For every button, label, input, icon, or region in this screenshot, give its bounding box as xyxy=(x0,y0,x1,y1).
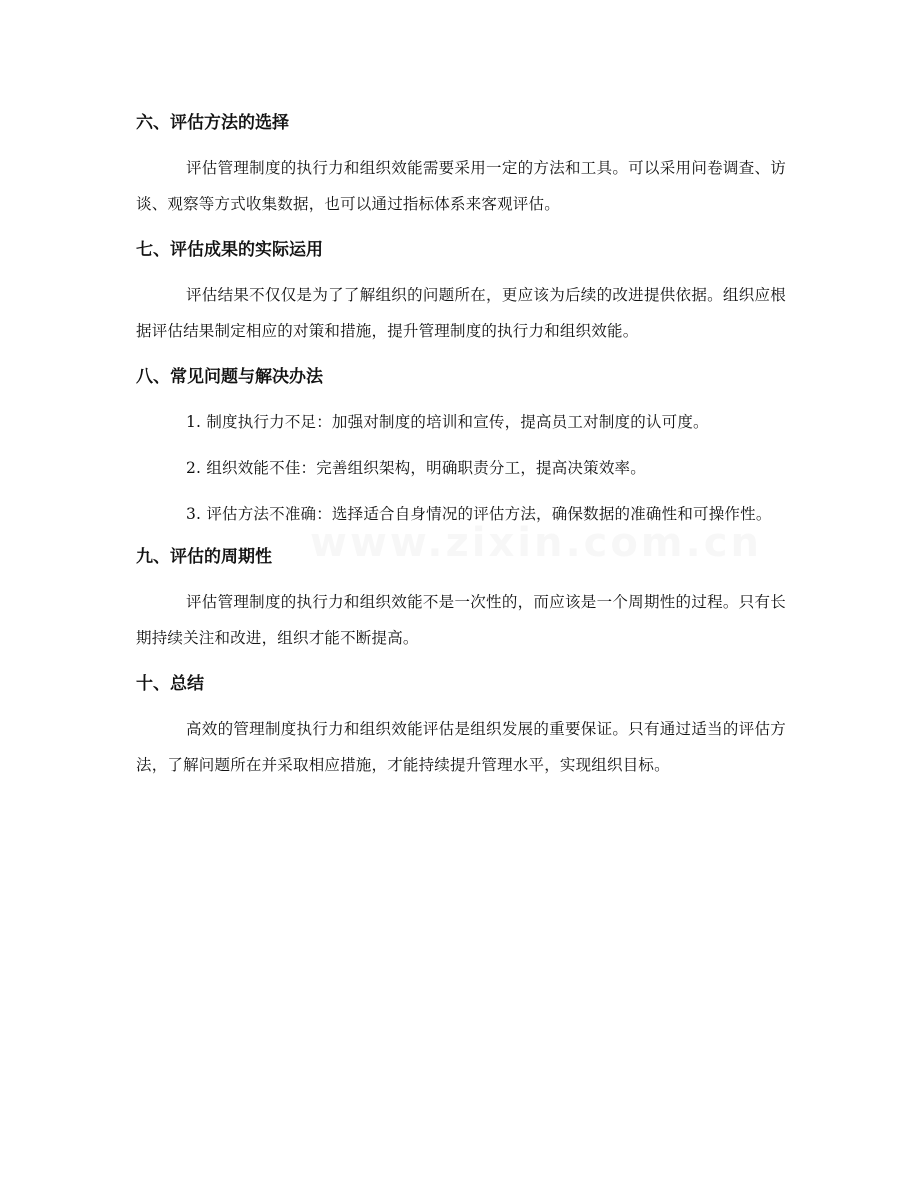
section-summary xyxy=(136,669,786,783)
list-item: 3. 评估方法不准确：选择适合自身情况的评估方法，确保数据的准确性和可操作性。 xyxy=(186,505,772,523)
watermark: www.zixin.com.cn xyxy=(310,520,762,566)
section-evaluation-methods xyxy=(136,108,786,222)
section-periodicity xyxy=(136,542,786,656)
section-heading: 十、总结 xyxy=(136,674,204,694)
document-body xyxy=(136,108,786,796)
paragraph: 评估管理制度的执行力和组织效能需要采用一定的方法和工具。可以采用问卷调查、访谈、观察等方式收集数据，也可以通过指标体系来客观评估。 xyxy=(136,159,786,213)
section-heading: 八、常见问题与解决办法 xyxy=(136,367,323,387)
section-practical-application xyxy=(136,235,786,349)
section-heading: 七、评估成果的实际运用 xyxy=(136,240,323,260)
section-heading: 六、评估方法的选择 xyxy=(136,113,289,133)
paragraph: 评估结果不仅仅是为了了解组织的问题所在，更应该为后续的改进提供依据。组织应根据评估结果制定相应的对策和措施，提升管理制度的执行力和组织效能。 xyxy=(136,286,786,340)
paragraph: 高效的管理制度执行力和组织效能评估是组织发展的重要保证。只有通过适当的评估方法，了解问题所在并采取相应措施，才能持续提升管理水平，实现组织目标。 xyxy=(136,720,786,774)
paragraph: 评估管理制度的执行力和组织效能不是一次性的，而应该是一个周期性的过程。只有长期持续关注和改进，组织才能不断提高。 xyxy=(136,593,786,647)
list-item: 1. 制度执行力不足：加强对制度的培训和宣传，提高员工对制度的认可度。 xyxy=(186,413,709,431)
section-common-problems xyxy=(136,362,786,532)
section-heading: 九、评估的周期性 xyxy=(136,547,272,567)
list-item: 2. 组织效能不佳：完善组织架构，明确职责分工，提高决策效率。 xyxy=(186,459,646,477)
